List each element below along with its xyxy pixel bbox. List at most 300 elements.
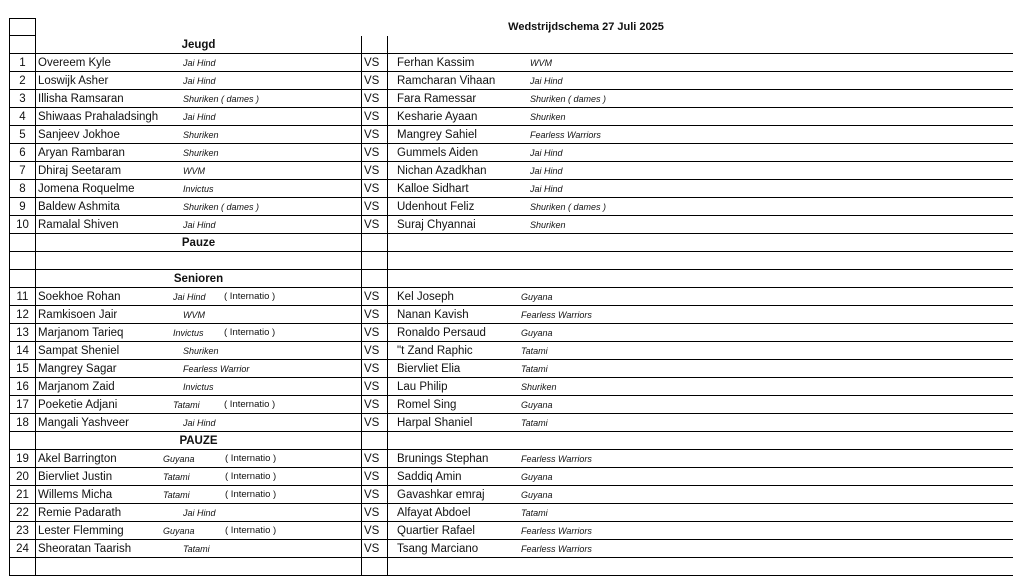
- match-row: [9, 144, 1013, 162]
- right-player-cell: [388, 180, 1013, 198]
- player-a-name: Jomena Roquelme: [38, 183, 135, 195]
- match-number: 22: [16, 507, 29, 519]
- right-player-cell: [388, 306, 1013, 324]
- match-row: [9, 414, 1013, 432]
- blank-row: [9, 252, 1013, 270]
- player-a-club: Guyana: [163, 526, 195, 536]
- row-number-cell: [9, 540, 36, 558]
- player-a-name: Willems Micha: [38, 489, 113, 501]
- player-a-name: Marjanom Tarieq: [38, 327, 124, 339]
- left-player-cell: [36, 108, 362, 126]
- player-a-club: WVM: [183, 310, 205, 320]
- vs-cell: [362, 324, 388, 342]
- vs-label: VS: [364, 147, 380, 159]
- player-a-club: Jai Hind: [183, 58, 216, 68]
- player-a-name: Marjanom Zaid: [38, 381, 115, 393]
- left-player-cell: [36, 306, 362, 324]
- player-b-club: Jai Hind: [530, 184, 563, 194]
- player-b-club: Fearless Warriors: [521, 544, 592, 554]
- match-row: [9, 72, 1013, 90]
- vs-label: VS: [364, 417, 380, 429]
- vs-cell: [362, 270, 388, 288]
- left-player-cell: [36, 144, 362, 162]
- row-number-cell: [9, 558, 36, 576]
- right-player-cell: [388, 90, 1013, 108]
- match-number: 9: [19, 201, 26, 213]
- row-number-cell: [9, 108, 36, 126]
- vs-cell: [362, 162, 388, 180]
- player-a-club: Shuriken: [183, 346, 219, 356]
- player-a-club: Shuriken: [183, 130, 219, 140]
- player-b-name: Biervliet Elia: [397, 363, 461, 375]
- match-row: [9, 504, 1013, 522]
- match-number: 19: [16, 453, 29, 465]
- vs-cell: [362, 504, 388, 522]
- section-row-jeugd: [9, 36, 1013, 54]
- vs-label: VS: [364, 219, 380, 231]
- row-number-cell: [9, 36, 36, 54]
- right-player-cell: [388, 468, 1013, 486]
- right-player-cell: [388, 486, 1013, 504]
- left-player-cell: [36, 486, 362, 504]
- match-row: [9, 288, 1013, 306]
- player-b-name: Nichan Azadkhan: [397, 165, 487, 177]
- player-a-club: Jai Hind: [183, 112, 216, 122]
- player-b-name: Kalloe Sidhart: [397, 183, 469, 195]
- player-a-club: Shuriken ( dames ): [183, 94, 260, 104]
- vs-cell: [362, 234, 388, 252]
- right-player-cell: [388, 540, 1013, 558]
- match-number: 20: [16, 471, 29, 483]
- player-a-club: Tatami: [173, 400, 200, 410]
- player-b-name: Gavashkar emraj: [397, 489, 485, 501]
- match-row: [9, 450, 1013, 468]
- player-b-club: Guyana: [521, 400, 553, 410]
- player-a-name: Illisha Ramsaran: [38, 93, 124, 105]
- player-a-note: ( Internatio ): [225, 471, 277, 482]
- match-number: 18: [16, 417, 29, 429]
- right-player-cell: [388, 414, 1013, 432]
- player-b-name: Romel Sing: [397, 399, 457, 411]
- right-player-cell: [388, 234, 1013, 252]
- blank-row: [9, 558, 1013, 576]
- vs-cell: [362, 216, 388, 234]
- left-player-cell: [36, 234, 362, 252]
- player-a-name: Mangali Yashveer: [38, 417, 129, 429]
- left-player-cell: [36, 432, 362, 450]
- player-b-name: Mangrey Sahiel: [397, 129, 477, 141]
- player-b-club: Shuriken: [521, 382, 557, 392]
- match-row: [9, 342, 1013, 360]
- row-number-cell: [9, 468, 36, 486]
- vs-cell: [362, 54, 388, 72]
- player-b-name: Quartier Rafael: [397, 525, 475, 537]
- section-header: PAUZE: [179, 435, 218, 447]
- match-row: [9, 108, 1013, 126]
- match-number: 16: [16, 381, 29, 393]
- vs-cell: [362, 36, 388, 54]
- vs-cell: [362, 126, 388, 144]
- player-b-club: WVM: [530, 58, 552, 68]
- match-row: [9, 522, 1013, 540]
- player-b-club: Guyana: [521, 490, 553, 500]
- row-number-cell: [9, 144, 36, 162]
- vs-cell: [362, 342, 388, 360]
- left-player-cell: [36, 126, 362, 144]
- vs-label: VS: [364, 75, 380, 87]
- row-number-cell: [9, 180, 36, 198]
- vs-label: VS: [364, 309, 380, 321]
- left-player-cell: [36, 288, 362, 306]
- player-b-name: Suraj Chyannai: [397, 219, 476, 231]
- player-a-club: Tatami: [163, 490, 190, 500]
- right-player-cell: [388, 144, 1013, 162]
- row-number-cell: [9, 342, 36, 360]
- left-player-cell: [36, 396, 362, 414]
- left-player-cell: [36, 414, 362, 432]
- match-row: [9, 486, 1013, 504]
- left-player-cell: [36, 252, 362, 270]
- vs-label: VS: [364, 93, 380, 105]
- match-row: [9, 540, 1013, 558]
- row-number-cell: [9, 414, 36, 432]
- vs-label: VS: [364, 291, 380, 303]
- vs-cell: [362, 414, 388, 432]
- match-row: [9, 306, 1013, 324]
- row-number-cell: [9, 378, 36, 396]
- player-a-name: Ramalal Shiven: [38, 219, 119, 231]
- player-a-club: Jai Hind: [183, 220, 216, 230]
- match-number: 7: [19, 165, 26, 177]
- match-number: 24: [16, 543, 29, 555]
- match-row: [9, 378, 1013, 396]
- right-player-cell: [388, 54, 1013, 72]
- row-number-cell: [9, 522, 36, 540]
- match-row: [9, 198, 1013, 216]
- match-row: [9, 162, 1013, 180]
- player-a-club: Guyana: [163, 454, 195, 464]
- match-number: 23: [16, 525, 29, 537]
- vs-cell: [362, 522, 388, 540]
- right-player-cell: [388, 36, 1013, 54]
- match-row: [9, 90, 1013, 108]
- player-a-name: Aryan Rambaran: [38, 147, 125, 159]
- player-a-name: Biervliet Justin: [38, 471, 113, 483]
- row-number-cell: [9, 234, 36, 252]
- player-b-name: "t Zand Raphic: [397, 345, 473, 357]
- left-player-cell: [36, 198, 362, 216]
- right-player-cell: [388, 198, 1013, 216]
- vs-label: VS: [364, 399, 380, 411]
- vs-cell: [362, 144, 388, 162]
- player-b-club: Shuriken ( dames ): [530, 94, 607, 104]
- player-b-club: Guyana: [521, 292, 553, 302]
- row-number-cell: [9, 72, 36, 90]
- player-b-club: Jai Hind: [530, 148, 563, 158]
- right-player-cell: [388, 450, 1013, 468]
- row-number-cell: [9, 54, 36, 72]
- vs-label: VS: [364, 129, 380, 141]
- match-number: 10: [16, 219, 29, 231]
- player-b-name: Alfayat Abdoel: [397, 507, 471, 519]
- row-number-cell: [9, 486, 36, 504]
- right-player-cell: [388, 324, 1013, 342]
- row-number-cell: [9, 252, 36, 270]
- match-number: 15: [16, 363, 29, 375]
- left-player-cell: [36, 558, 362, 576]
- row-number-cell: [9, 504, 36, 522]
- vs-cell: [362, 558, 388, 576]
- player-a-club: WVM: [183, 166, 205, 176]
- player-a-note: ( Internatio ): [225, 525, 277, 536]
- player-b-club: Shuriken: [530, 112, 566, 122]
- player-b-name: Tsang Marciano: [397, 543, 479, 555]
- match-number: 2: [19, 75, 26, 87]
- left-player-cell: [36, 360, 362, 378]
- row-number-cell: [9, 396, 36, 414]
- match-number: 3: [19, 93, 26, 105]
- player-a-club: Invictus: [183, 382, 214, 392]
- vs-cell: [362, 198, 388, 216]
- match-row: [9, 216, 1013, 234]
- row-number-cell: [9, 162, 36, 180]
- player-b-name: Ramcharan Vihaan: [397, 75, 496, 87]
- match-number: 13: [16, 327, 29, 339]
- match-row: [9, 126, 1013, 144]
- match-row: [9, 360, 1013, 378]
- vs-cell: [362, 72, 388, 90]
- row-number-cell: [9, 432, 36, 450]
- player-a-name: Loswijk Asher: [38, 75, 109, 87]
- player-b-club: Tatami: [521, 508, 548, 518]
- vs-label: VS: [364, 453, 380, 465]
- right-player-cell: [388, 126, 1013, 144]
- vs-label: VS: [364, 471, 380, 483]
- vs-cell: [362, 378, 388, 396]
- vs-cell: [362, 360, 388, 378]
- section-header: Senioren: [173, 273, 224, 285]
- player-a-club: Tatami: [163, 472, 190, 482]
- player-b-name: Kesharie Ayaan: [397, 111, 478, 123]
- match-number: 4: [19, 111, 26, 123]
- player-a-name: Mangrey Sagar: [38, 363, 117, 375]
- left-player-cell: [36, 216, 362, 234]
- match-row: [9, 180, 1013, 198]
- player-a-note: ( Internatio ): [225, 489, 277, 500]
- section-row-pauze1: [9, 234, 1013, 252]
- row-number-cell: [9, 306, 36, 324]
- player-a-club: Invictus: [183, 184, 214, 194]
- player-b-name: Brunings Stephan: [397, 453, 489, 465]
- player-a-name: Ramkisoen Jair: [38, 309, 118, 321]
- player-a-note: ( Internatio ): [225, 453, 277, 464]
- player-a-name: Poeketie Adjani: [38, 399, 118, 411]
- vs-cell: [362, 468, 388, 486]
- right-player-cell: [388, 252, 1013, 270]
- row-number-cell: [9, 450, 36, 468]
- vs-label: VS: [364, 165, 380, 177]
- player-b-club: Tatami: [521, 364, 548, 374]
- left-player-cell: [36, 54, 362, 72]
- match-row: [9, 468, 1013, 486]
- player-a-name: Soekhoe Rohan: [38, 291, 121, 303]
- schedule-sheet: [9, 18, 1013, 576]
- player-b-name: Gummels Aiden: [397, 147, 479, 159]
- player-b-club: Shuriken ( dames ): [530, 202, 607, 212]
- vs-cell: [362, 108, 388, 126]
- left-player-cell: [36, 90, 362, 108]
- right-player-cell: [388, 108, 1013, 126]
- right-player-cell: [388, 288, 1013, 306]
- player-a-club: Jai Hind: [183, 418, 216, 428]
- player-a-name: Lester Flemming: [38, 525, 124, 537]
- right-player-cell: [388, 270, 1013, 288]
- vs-label: VS: [364, 543, 380, 555]
- vs-cell: [362, 540, 388, 558]
- row-number-cell: [9, 324, 36, 342]
- right-player-cell: [9, 18, 1013, 36]
- match-number: 17: [16, 399, 29, 411]
- left-player-cell: [36, 522, 362, 540]
- player-a-club: Jai Hind: [183, 508, 216, 518]
- player-a-club: Jai Hind: [173, 292, 206, 302]
- section-header: Jeugd: [181, 39, 216, 51]
- player-b-name: Udenhout Feliz: [397, 201, 475, 213]
- player-a-name: Shiwaas Prahaladsingh: [38, 111, 159, 123]
- player-a-name: Remie Padarath: [38, 507, 122, 519]
- vs-cell: [362, 486, 388, 504]
- right-player-cell: [388, 432, 1013, 450]
- match-number: 8: [19, 183, 26, 195]
- right-player-cell: [388, 162, 1013, 180]
- title-row: [9, 18, 1013, 36]
- vs-label: VS: [364, 363, 380, 375]
- player-a-name: Sampat Sheniel: [38, 345, 120, 357]
- match-row: [9, 324, 1013, 342]
- player-b-name: Lau Philip: [397, 381, 448, 393]
- vs-label: VS: [364, 57, 380, 69]
- vs-label: VS: [364, 525, 380, 537]
- player-a-name: Overeem Kyle: [38, 57, 111, 69]
- player-b-club: Fearless Warriors: [521, 310, 592, 320]
- vs-label: VS: [364, 381, 380, 393]
- left-player-cell: [36, 468, 362, 486]
- right-player-cell: [388, 72, 1013, 90]
- player-b-club: Tatami: [521, 418, 548, 428]
- vs-label: VS: [364, 507, 380, 519]
- page-title: Wedstrijdschema 27 Juli 2025: [508, 21, 664, 33]
- player-b-name: Ferhan Kassim: [397, 57, 475, 69]
- left-player-cell: [36, 36, 362, 54]
- player-a-club: Fearless Warrior: [183, 364, 250, 374]
- right-player-cell: [388, 522, 1013, 540]
- row-number-cell: [9, 270, 36, 288]
- left-player-cell: [36, 342, 362, 360]
- vs-label: VS: [364, 327, 380, 339]
- right-player-cell: [388, 378, 1013, 396]
- player-a-note: ( Internatio ): [224, 291, 276, 302]
- left-player-cell: [36, 450, 362, 468]
- player-a-note: ( Internatio ): [224, 327, 276, 338]
- left-player-cell: [36, 540, 362, 558]
- match-number: 11: [16, 291, 29, 303]
- vs-label: VS: [364, 489, 380, 501]
- section-row-senioren: [9, 270, 1013, 288]
- player-a-name: Baldew Ashmita: [38, 201, 120, 213]
- left-player-cell: [36, 162, 362, 180]
- left-player-cell: [36, 270, 362, 288]
- player-b-club: Shuriken: [530, 220, 566, 230]
- player-b-name: Harpal Shaniel: [397, 417, 473, 429]
- row-number-cell: [9, 216, 36, 234]
- player-a-name: Sanjeev Jokhoe: [38, 129, 120, 141]
- vs-label: VS: [364, 111, 380, 123]
- vs-cell: [362, 306, 388, 324]
- match-row: [9, 54, 1013, 72]
- player-a-name: Dhiraj Seetaram: [38, 165, 122, 177]
- player-a-name: Sheoratan Taarish: [38, 543, 132, 555]
- match-number: 21: [16, 489, 29, 501]
- player-b-name: Kel Joseph: [397, 291, 454, 303]
- right-player-cell: [388, 558, 1013, 576]
- vs-label: VS: [364, 183, 380, 195]
- row-number-cell: [9, 288, 36, 306]
- player-a-club: Jai Hind: [183, 76, 216, 86]
- player-b-club: Fearless Warriors: [521, 454, 592, 464]
- left-player-cell: [36, 378, 362, 396]
- player-b-club: Fearless Warriors: [530, 130, 601, 140]
- player-a-club: Shuriken: [183, 148, 219, 158]
- right-player-cell: [388, 360, 1013, 378]
- vs-cell: [362, 450, 388, 468]
- vs-cell: [362, 288, 388, 306]
- left-player-cell: [36, 504, 362, 522]
- row-number-cell: [9, 90, 36, 108]
- row-number-cell: [9, 198, 36, 216]
- vs-label: VS: [364, 345, 380, 357]
- player-b-club: Fearless Warriors: [521, 526, 592, 536]
- match-number: 5: [19, 129, 26, 141]
- player-b-name: Fara Ramessar: [397, 93, 477, 105]
- left-player-cell: [36, 180, 362, 198]
- player-a-club: Tatami: [183, 544, 210, 554]
- right-player-cell: [388, 396, 1013, 414]
- vs-cell: [362, 180, 388, 198]
- row-number-cell: [9, 126, 36, 144]
- right-player-cell: [388, 342, 1013, 360]
- match-number: 6: [19, 147, 26, 159]
- player-a-name: Akel Barrington: [38, 453, 117, 465]
- player-b-club: Jai Hind: [530, 76, 563, 86]
- left-player-cell: [36, 72, 362, 90]
- player-b-name: Saddiq Amin: [397, 471, 462, 483]
- player-b-club: Guyana: [521, 472, 553, 482]
- match-number: 12: [16, 309, 29, 321]
- match-number: 14: [16, 345, 29, 357]
- player-a-club: Invictus: [173, 328, 204, 338]
- right-player-cell: [388, 216, 1013, 234]
- vs-cell: [362, 432, 388, 450]
- player-b-club: Jai Hind: [530, 166, 563, 176]
- match-row: [9, 396, 1013, 414]
- player-b-club: Guyana: [521, 328, 553, 338]
- vs-cell: [362, 396, 388, 414]
- row-number-cell: [9, 360, 36, 378]
- left-player-cell: [36, 324, 362, 342]
- vs-cell: [362, 90, 388, 108]
- player-b-name: Ronaldo Persaud: [397, 327, 486, 339]
- right-player-cell: [388, 504, 1013, 522]
